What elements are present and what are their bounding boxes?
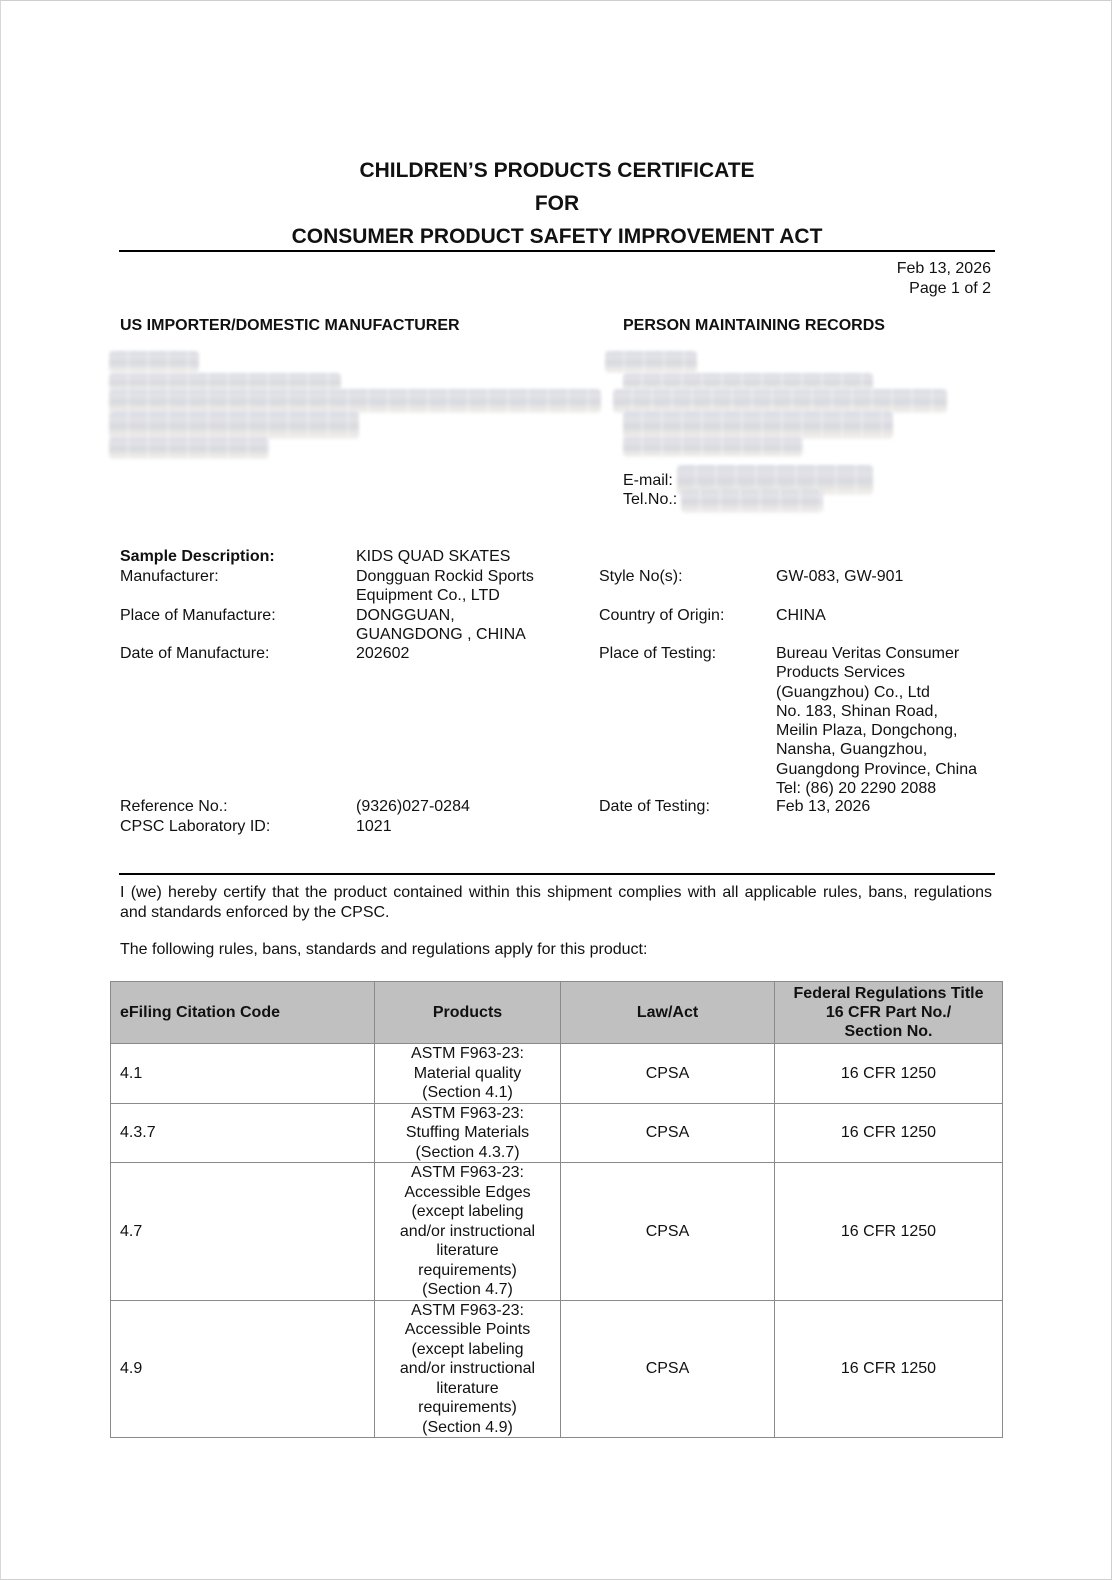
row-code: 4.1 [111,1044,375,1104]
row-code: 4.7 [111,1163,375,1301]
importer-heading: US IMPORTER/DOMESTIC MANUFACTURER [120,317,460,334]
header-products: Products [375,982,561,1044]
origin-label: Country of Origin: [599,607,725,624]
product-line: ASTM F963-23: [411,1301,524,1319]
testing-place-value [776,644,977,798]
testing-place-line: Meilin Plaza, Dongchong, [776,722,958,740]
tel-label: Tel.No.: [623,491,678,508]
row-products [375,1044,561,1104]
testing-place-line: No. 183, Shinan Road, [776,702,938,720]
redacted-tel [681,489,823,513]
redacted-importer-city [109,411,359,439]
title-line-3: CONSUMER PRODUCT SAFETY IMPROVEMENT ACT [291,225,823,248]
product-line: Material quality [413,1064,522,1082]
testing-date-label: Date of Testing: [599,798,710,815]
manufacturer-value-line: Equipment Co., LTD [356,587,500,605]
issue-date: Feb 13, 2026 [896,260,991,277]
sample-description-label: Sample Description: [120,548,275,565]
table-row [111,1044,1003,1104]
table-row [111,1103,1003,1163]
testing-place-line: Nansha, Guangzhou, [776,741,928,759]
product-line: (except labeling [411,1203,524,1220]
rules-intro: The following rules, bans, standards and regulations apply for this product: [120,941,648,958]
title-line-1: CHILDREN’S PRODUCTS CERTIFICATE [359,159,755,182]
redacted-importer-name [109,351,199,373]
place-value-line: DONGGUAN, [356,607,455,624]
reference-label: Reference No.: [120,798,228,815]
product-line: ASTM F963-23: [411,1164,524,1181]
table-row [111,1300,1003,1438]
product-line: (except labeling [411,1340,524,1358]
header-federal-line: Federal Regulations Title [793,985,984,1002]
row-federal: 16 CFR 1250 [775,1103,1003,1163]
email-label: E-mail: [623,472,673,489]
manufacturer-value [356,567,534,606]
title-rule [119,250,995,252]
product-line: literature [436,1379,499,1397]
header-federal-line: 16 CFR Part No./ [825,1004,952,1021]
date-of-manufacture-label: Date of Manufacture: [120,645,270,662]
place-of-manufacture-value [356,606,526,645]
header-law: Law/Act [561,982,775,1044]
origin-value: CHINA [776,607,826,624]
row-code: 4.3.7 [111,1103,375,1163]
row-law: CPSA [561,1044,775,1104]
product-line: and/or instructional [399,1222,536,1240]
manufacturer-label: Manufacturer: [120,568,219,585]
records-contact [623,471,677,509]
row-products [375,1300,561,1438]
style-label: Style No(s): [599,568,683,585]
place-value-line: GUANGDONG , CHINA [356,626,526,644]
header-federal [775,982,1003,1044]
product-line: and/or instructional [399,1360,536,1377]
lab-id-label: CPSC Laboratory ID: [120,818,271,835]
testing-date-value: Feb 13, 2026 [776,798,871,815]
testing-place-line: Guangdong Province, China [776,760,978,778]
redacted-records-country [623,437,803,457]
testing-place-line: (Guangzhou) Co., Ltd [776,683,930,701]
product-line: Accessible Edges [404,1183,531,1201]
style-value: GW-083, GW-901 [776,568,904,585]
redacted-records-city [623,411,893,439]
header-code: eFiling Citation Code [111,982,375,1044]
page-number: Page 1 of 2 [909,280,991,297]
manufacturer-value-line: Dongguan Rockid Sports [356,568,534,585]
testing-place-line: Bureau Veritas Consumer [776,645,960,662]
redacted-records-address [613,389,947,413]
sample-description-value: KIDS QUAD SKATES [356,548,511,565]
product-line: (Section 4.3.7) [415,1143,520,1161]
row-federal: 16 CFR 1250 [775,1163,1003,1301]
row-law: CPSA [561,1300,775,1438]
product-line: Accessible Points [404,1321,531,1338]
reference-value: (9326)027-0284 [356,798,470,815]
row-federal: 16 CFR 1250 [775,1044,1003,1104]
table-row [111,1163,1003,1301]
section-rule [119,873,995,875]
product-line: requirements) [418,1261,517,1279]
product-line: literature [436,1242,499,1259]
testing-place-label: Place of Testing: [599,645,717,662]
row-products [375,1103,561,1163]
row-products [375,1163,561,1301]
date-block [897,259,991,299]
header-federal-line: Section No. [844,1023,933,1040]
redacted-importer-country [109,437,269,459]
product-line: (Section 4.1) [422,1084,513,1101]
row-law: CPSA [561,1163,775,1301]
redacted-records-name [605,351,697,373]
title-line-2: FOR [534,192,580,215]
row-law: CPSA [561,1103,775,1163]
row-code: 4.9 [111,1300,375,1438]
product-line: (Section 4.9) [422,1418,513,1436]
regulations-table [110,981,1003,1438]
product-line: Stuffing Materials [405,1124,530,1141]
product-line: requirements) [418,1399,517,1416]
row-federal: 16 CFR 1250 [775,1300,1003,1438]
records-heading: PERSON MAINTAINING RECORDS [623,317,885,334]
certification-statement: I (we) hereby certify that the product contained within this shipment complies with all applicable rules, bans, regulations and standards enforced by the CPSC. [120,884,992,921]
product-line: (Section 4.7) [422,1281,513,1298]
product-line: ASTM F963-23: [411,1045,524,1062]
table-header-row [111,982,1003,1044]
lab-id-value: 1021 [356,818,392,835]
testing-place-line: Products Services [776,664,905,682]
date-of-manufacture-value: 202602 [356,645,410,662]
place-of-manufacture-label: Place of Manufacture: [120,607,276,624]
product-line: ASTM F963-23: [411,1104,524,1122]
redacted-importer-address [109,389,601,413]
testing-place-line: Tel: (86) 20 2290 2088 [776,780,937,798]
